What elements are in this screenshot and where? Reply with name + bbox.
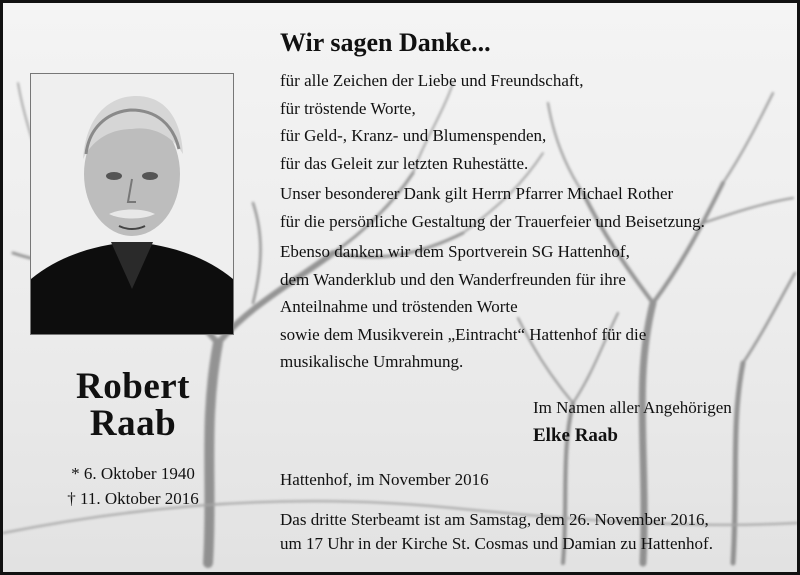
text-line: für Geld-, Kranz- und Blumenspenden,: [280, 126, 547, 145]
first-name: Robert: [76, 366, 190, 407]
signature-name: Elke Raab: [533, 425, 618, 446]
last-name: Raab: [89, 403, 177, 444]
place-date: Hattenhof, im November 2016: [280, 470, 489, 489]
text-line: Unser besonderer Dank gilt Herrn Pfarrer Michael Rother: [280, 184, 674, 203]
signature-intro: Im Namen aller Angehörigen: [533, 398, 732, 417]
portrait-photo: [30, 73, 234, 335]
text-line: Das dritte Sterbeamt ist am Samstag, dem 26. November 2016,: [280, 510, 709, 529]
life-dates: [30, 461, 236, 511]
text-line: für das Geleit zur letzten Ruhestätte.: [280, 153, 529, 173]
thanks-paragraph: [280, 67, 584, 177]
mass-notice: [280, 508, 713, 556]
text-line: Anteilnahme und tröstenden Worte: [280, 297, 518, 316]
portrait-illustration: [31, 74, 233, 334]
text-line: dem Wanderklub und den Wanderfreunden für ihre: [280, 269, 626, 289]
text-line: sowie dem Musikverein „Eintracht“ Hattenhof für die: [280, 324, 647, 344]
text-line: um 17 Uhr in der Kirche St. Cosmas und Damian zu Hattenhof.: [280, 534, 713, 553]
headline: Wir sagen Danke...: [280, 28, 491, 57]
text-line: für die persönliche Gestaltung der Trauerfeier und Beisetzung.: [280, 211, 705, 231]
text-line: Ebenso danken wir dem Sportverein SG Hattenhof,: [280, 242, 630, 261]
special-thanks-paragraph: [280, 180, 705, 235]
text-line: für tröstende Worte,: [280, 98, 416, 118]
text-line: für alle Zeichen der Liebe und Freundschaft,: [280, 71, 584, 90]
deceased-name: [30, 368, 236, 442]
death-date: † 11. Oktober 2016: [67, 489, 199, 508]
text-line: musikalische Umrahmung.: [280, 352, 464, 371]
additional-thanks-paragraph: [280, 238, 646, 376]
birth-date: * 6. Oktober 1940: [71, 464, 195, 483]
